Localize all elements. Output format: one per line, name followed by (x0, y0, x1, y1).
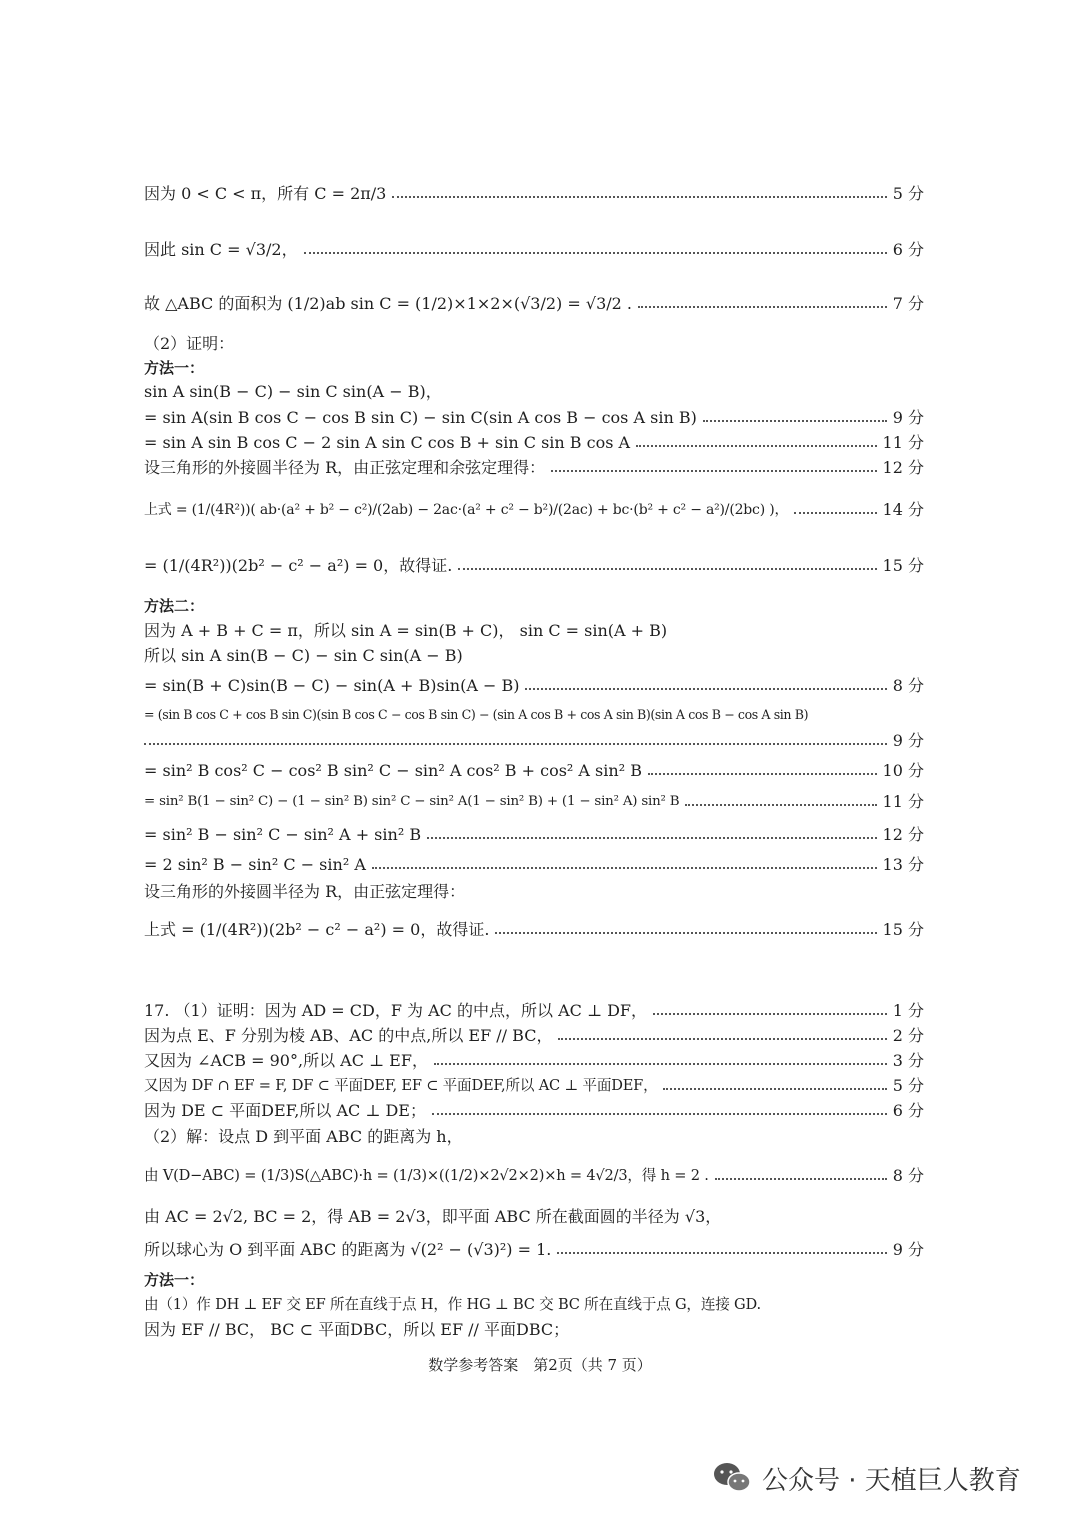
line-text: 因为 0 < C < π，所有 C = 2π/3 (144, 184, 387, 203)
answer-line (144, 238, 924, 262)
leader-dots (434, 1063, 887, 1065)
line-text: = sin² B − sin² C − sin² A + sin² B (144, 825, 422, 844)
leader-dots (495, 932, 876, 934)
line-score: 15 分 (882, 556, 924, 575)
answer-line (144, 880, 924, 904)
method-heading (144, 1268, 924, 1292)
leader-dots (304, 252, 887, 254)
leader-dots (794, 512, 876, 514)
line-score: 3 分 (892, 1051, 924, 1070)
method-heading (144, 594, 924, 618)
answer-line (144, 1318, 924, 1342)
line-text: 又因为 ∠ACB = 90°,所以 AC ⊥ EF， (144, 1051, 428, 1070)
leader-dots (392, 196, 886, 198)
line-text: 因为 EF // BC， BC ⊂ 平面DBC，所以 EF // 平面DBC； (144, 1320, 570, 1339)
answer-line (144, 674, 924, 698)
line-score: 9 分 (892, 408, 924, 427)
leader-dots (432, 1113, 887, 1115)
line-score: 2 分 (892, 1026, 924, 1045)
watermark-text: 公众号 · 天植巨人教育 (762, 1465, 1021, 1496)
line-text: = sin A(sin B cos C − cos B sin C) − sin C(sin A cos B − cos A sin B) (144, 408, 697, 427)
line-text: 设三角形的外接圆半径为 R，由正弦定理和余弦定理得： (144, 458, 546, 477)
line-text: 17. （1）证明：因为 AD = CD，F 为 AC 的中点，所以 AC ⊥ DF， (144, 1001, 648, 1020)
line-score: 5 分 (892, 184, 924, 203)
answer-line (144, 1125, 924, 1149)
line-text: 因为 DE ⊂ 平面DEF,所以 AC ⊥ DE； (144, 1101, 426, 1120)
answer-line (144, 332, 924, 356)
watermark (712, 1458, 1021, 1498)
line-text: = sin A sin B cos C − 2 sin A sin C cos B + sin C sin B cos A (144, 433, 631, 452)
line-text: 所以 sin A sin(B − C) − sin C sin(A − B) (144, 646, 463, 665)
answer-line (144, 1074, 924, 1098)
answer-line (144, 406, 924, 430)
line-text: 由（1）作 DH ⊥ EF 交 EF 所在直线于点 H，作 HG ⊥ BC 交 BC 所在直线于点 G，连接 GD. (144, 1296, 761, 1313)
leader-dots (557, 1252, 886, 1254)
leader-dots (372, 867, 877, 869)
line-text: = (1/(4R²))(2b² − c² − a²) = 0，故得证. (144, 556, 453, 575)
line-text: = 2 sin² B − sin² C − sin² A (144, 855, 366, 874)
line-score: 9 分 (892, 731, 924, 750)
line-score: 12 分 (882, 825, 924, 844)
answer-line (144, 853, 924, 877)
line-score: 15 分 (882, 920, 924, 939)
method-heading (144, 356, 924, 380)
answer-line (144, 1238, 924, 1262)
answer-line (144, 182, 924, 206)
line-score: 8 分 (892, 1166, 924, 1185)
answer-line (144, 759, 924, 783)
line-text: 由 AC = 2√2, BC = 2，得 AB = 2√3，即平面 ABC 所在截面圆的半径为 √3， (144, 1207, 722, 1226)
line-text: 所以球心为 O 到平面 ABC 的距离为 √(2² − (√3)²) = 1. (144, 1240, 552, 1259)
leader-dots (685, 804, 876, 806)
answer-line (144, 1205, 924, 1229)
line-score: 1 分 (892, 1001, 924, 1020)
leader-dots (636, 445, 876, 447)
line-text: 方法二： (144, 597, 205, 615)
line-text: 因此 sin C = √3/2， (144, 240, 298, 259)
answer-line (144, 456, 924, 480)
line-score: 14 分 (882, 500, 924, 519)
line-text: 又因为 DF ∩ EF = F, DF ⊂ 平面DEF, EF ⊂ 平面DEF,所以 AC ⊥ 平面DEF， (144, 1077, 658, 1094)
answer-line (144, 918, 924, 942)
line-text: sin A sin(B − C) − sin C sin(A − B)， (144, 382, 442, 401)
line-text: = sin(B + C)sin(B − C) − sin(A + B)sin(A − B) (144, 676, 520, 695)
answer-line (144, 1024, 924, 1048)
answer-line (144, 823, 924, 847)
line-text: 因为点 E、F 分别为棱 AB、AC 的中点,所以 EF // BC， (144, 1026, 553, 1045)
leader-dots (648, 773, 877, 775)
leader-dots (144, 743, 887, 745)
line-score: 11 分 (882, 792, 924, 811)
answer-line (144, 498, 924, 522)
line-score: 9 分 (892, 1240, 924, 1259)
line-text: 方法一： (144, 359, 205, 377)
line-score: 10 分 (882, 761, 924, 780)
answer-line (144, 619, 924, 643)
line-score: 5 分 (892, 1076, 924, 1095)
leader-dots (458, 568, 876, 570)
leader-dots (653, 1013, 887, 1015)
leader-dots (558, 1038, 886, 1040)
line-text: 因为 A + B + C = π，所以 sin A = sin(B + C)， sin C = sin(A + B) (144, 621, 668, 640)
answer-line (144, 1164, 924, 1188)
answer-line (144, 790, 924, 814)
leader-dots (703, 420, 887, 422)
line-text: 方法一： (144, 1271, 205, 1289)
line-score: 6 分 (892, 1101, 924, 1120)
line-score: 12 分 (882, 458, 924, 477)
leader-dots (638, 306, 887, 308)
page-footer: 数学参考答案 第2页（共 7 页） (428, 1356, 652, 1374)
answer-line (144, 380, 924, 404)
answer-line (144, 644, 924, 668)
answer-line (144, 1099, 924, 1123)
line-text: = sin² B(1 − sin² C) − (1 − sin² B) sin² C − sin² A(1 − sin² B) + (1 − sin² A) sin² B (144, 794, 680, 809)
line-score: 6 分 (892, 240, 924, 259)
line-score: 7 分 (892, 294, 924, 313)
line-text: = (sin B cos C + cos B sin C)(sin B cos C − cos B sin C) − (sin A cos B + cos A sin B)(sin A cos B − cos A sin B) (144, 707, 809, 722)
line-score: 8 分 (892, 676, 924, 695)
answer-line (144, 554, 924, 578)
answer-line (144, 729, 924, 753)
line-score: 11 分 (882, 433, 924, 452)
answer-line (144, 999, 924, 1023)
leader-dots (663, 1088, 886, 1090)
line-text: （2）证明： (144, 334, 235, 353)
leader-dots (715, 1178, 887, 1180)
answer-line (144, 431, 924, 455)
line-text: 故 △ABC 的面积为 (1/2)ab sin C = (1/2)×1×2×(√3/2) = √3/2 . (144, 294, 632, 313)
answer-line (144, 1293, 924, 1317)
line-text: （2）解：设点 D 到平面 ABC 的距离为 h， (144, 1127, 463, 1146)
line-text: 上式 = (1/(4R²))( ab·(a² + b² − c²)/(2ab) − 2ac·(a² + c² − b²)/(2ac) + bc·(b² + c² − a²)/(2bc) )， (144, 502, 789, 518)
line-score: 13 分 (882, 855, 924, 874)
line-text: = sin² B cos² C − cos² B sin² C − sin² A cos² B + cos² A sin² B (144, 761, 642, 780)
answer-line (144, 703, 944, 727)
line-text: 设三角形的外接圆半径为 R，由正弦定理得： (144, 882, 466, 901)
wechat-icon (712, 1461, 752, 1495)
leader-dots (551, 470, 876, 472)
answer-line (144, 1049, 924, 1073)
leader-dots (427, 837, 876, 839)
answer-line (144, 292, 924, 316)
line-text: 由 V(D−ABC) = (1/3)S(△ABC)·h = (1/3)×((1/2)×2√2×2)×h = 4√2/3，得 h = 2 . (144, 1167, 709, 1184)
leader-dots (525, 688, 886, 690)
line-text: 上式 = (1/(4R²))(2b² − c² − a²) = 0，故得证. (144, 920, 490, 939)
